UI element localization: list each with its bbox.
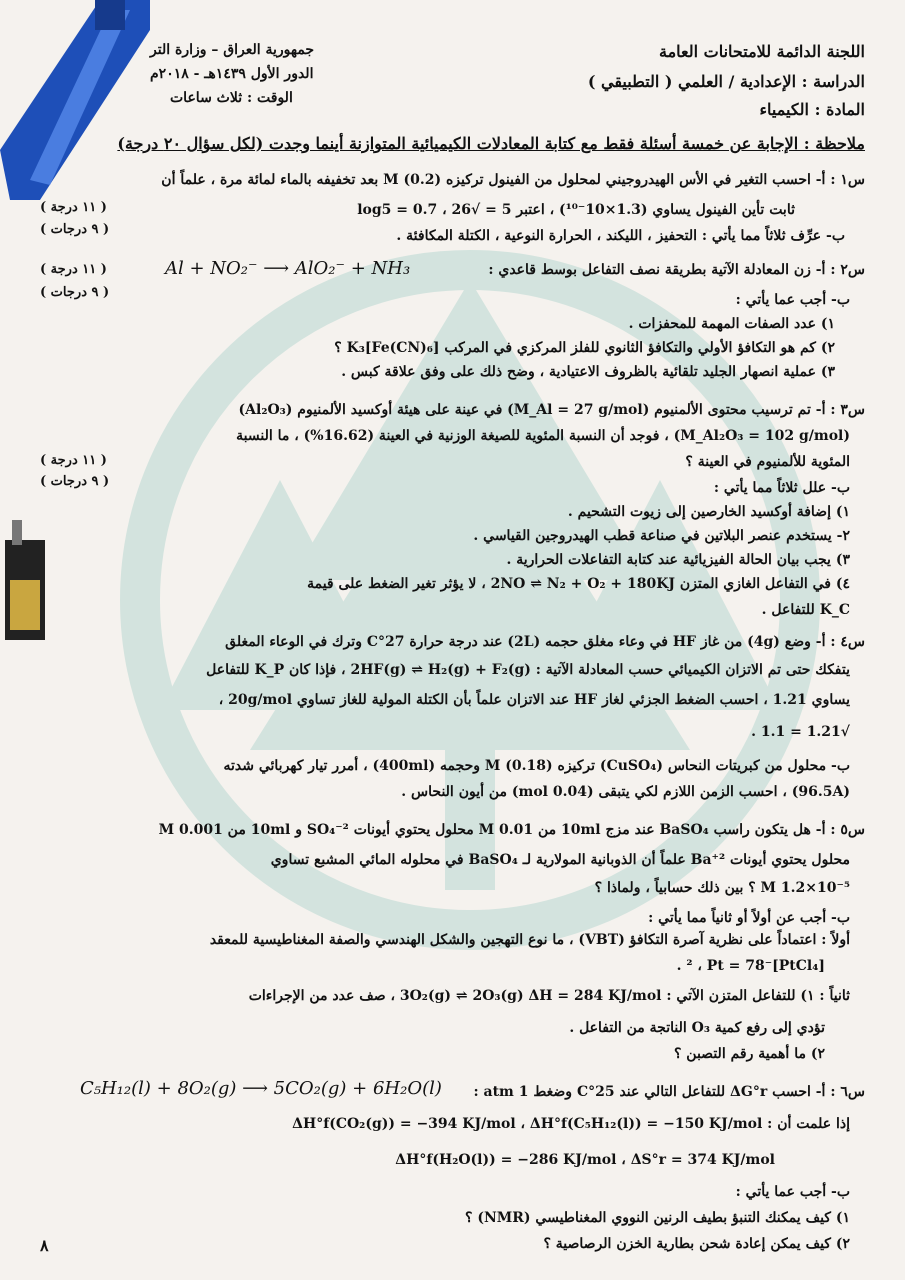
q3-item-1: ١) إضافة أوكسيد الخارصين إلى زيوت التشحيم . xyxy=(567,504,850,520)
q2-item-2: ٢) كم هو التكافؤ الأولي والتكافؤ الثانوي للفلز المركزي في المركب K₃[Fe(CN)₆] ؟ xyxy=(334,340,835,356)
q6-item-2: ٢) كيف يمكن إعادة شحن بطارية الخزن الرصاصية ؟ xyxy=(543,1236,850,1252)
q1-grade-1: ( ١١ درجة ) xyxy=(40,200,107,215)
q1-a: س١ : أ- احسب التغير في الأس الهيدروجيني لمحلول من الفينول تركيزه M (0.2) بعد تخفيفه بالماء لمائة مرة ، علماً أن xyxy=(161,172,865,188)
q5-b: ب- أجب عن أولاً أو ثانياً مما يأتي : xyxy=(648,910,850,926)
header-left-3: الوقت : ثلاث ساعات xyxy=(170,90,293,106)
q3-a: س٣ : أ- تم ترسيب محتوى الألمنيوم (M_Al = 27 g/mol) في عينة على هيئة أوكسيد الألمنيوم (Al₂O₃) xyxy=(238,402,865,418)
q3-a2: (M_Al₂O₃ = 102 g/mol) ، فوجد أن النسبة المئوية للصيغة الوزنية في العينة (16.62%) ، ما النسبة xyxy=(236,428,850,444)
q3-item-2: ٢- يستخدم عنصر البلاتين في صناعة قطب الهيدروجين القياسي . xyxy=(473,528,850,544)
q2-item-3: ٣) عملية انصهار الجليد تلقائية بالظروف الاعتيادية ، وضح ذلك على وفق علاقة كبس . xyxy=(341,364,835,380)
q3-grade-1: ( ١١ درجة ) xyxy=(40,453,107,468)
page-number: ٨ xyxy=(40,1236,49,1255)
q4-a: س٤ : أ- وضع (4g) من غاز HF في وعاء مغلق حجمه (2L) عند درجة حرارة 27°C وترك في الوعاء المغلق xyxy=(225,634,865,650)
q2-grade-2: ( ٩ درجات ) xyxy=(40,285,110,300)
q2-a: س٢ : أ- زن المعادلة الآتية بطريقة نصف التفاعل بوسط قاعدي : xyxy=(488,262,865,278)
q5-a3: M 1.2×10⁻⁵ ؟ بين ذلك حسابياً ، ولماذا ؟ xyxy=(594,880,850,896)
q2-equation: Al + NO₂⁻ ⟶ AlO₂⁻ + NH₃ xyxy=(165,258,411,279)
q5-b2c: ٢) ما أهمية رقم التصبن ؟ xyxy=(674,1046,825,1062)
q5-b2: ثانياً : ١) للتفاعل المتزن الآتي : 3O₂(g) ⇌ 2O₃(g) ΔH = 284 KJ/mol ، صف عدد من الإجراءات xyxy=(248,988,850,1004)
header-left-2: الدور الأول ١٤٣٩هـ - ٢٠١٨م xyxy=(150,66,314,82)
q3-item-4b: K_C للتفاعل . xyxy=(761,602,850,618)
q1-b: ب- عرِّف ثلاثاً مما يأتي : التحفيز ، الليكند ، الحرارة النوعية ، الكتلة المكافئة . xyxy=(396,228,845,244)
q3-item-3: ٣) يجب بيان الحالة الفيزيائية عند كتابة التفاعلات الحرارية . xyxy=(506,552,850,568)
q4-b: ب- محلول من كبريتات النحاس (CuSO₄) تركيزه M (0.18) وحجمه (400ml) ، أمرر تيار كهربائي شدته xyxy=(223,758,850,774)
header-right-3: المادة : الكيمياء xyxy=(759,100,865,119)
q2-b: ب- أجب عما يأتي : xyxy=(735,292,850,308)
q5-b1b: [PtCl₄]⁻² ، Pt = 78 . xyxy=(676,958,825,974)
q6-item-1: ١) كيف يمكنك التنبؤ بطيف الرنين النووي المغناطيسي (NMR) ؟ xyxy=(465,1210,850,1226)
q5-a2: محلول يحتوي أيونات Ba⁺² علماً أن الذوبانية المولارية لـ BaSO₄ في محلوله المائي المشبع تساوي xyxy=(270,852,850,868)
q2-item-1: ١) عدد الصفات المهمة للمحفزات . xyxy=(628,316,835,332)
q3-a3: المئوية للألمنيوم في العينة ؟ xyxy=(685,454,850,470)
q3-item-4: ٤) في التفاعل الغازي المتزن 2NO ⇌ N₂ + O₂ + 180KJ ، لا يؤثر تغير الضغط على قيمة xyxy=(307,576,850,592)
q6-a2: إذا علمت أن : ΔH°f(CO₂(g)) = −394 KJ/mol ، ΔH°f(C₅H₁₂(l)) = −150 KJ/mol xyxy=(292,1116,850,1132)
q1-grade-2: ( ٩ درجات ) xyxy=(40,222,110,237)
header-right-2: الدراسة : الإعدادية / العلمي ( التطبيقي ) xyxy=(587,72,865,91)
q5-a: س٥ : أ- هل يتكون راسب BaSO₄ عند مزج 10ml من 0.01 M محلول يحتوي أيونات SO₄⁻² و 10ml من 0.001 M xyxy=(158,822,865,838)
q4-a3: يساوي 1.21 ، احسب الضغط الجزئي لغاز HF عند الاتزان علماً بأن الكتلة المولية للغاز تساوي 20g/mol ، xyxy=(218,692,850,708)
note: ملاحظة : الإجابة عن خمسة أسئلة فقط مع كتابة المعادلات الكيميائية المتوازنة أينما وجدت (لكل سؤال ٢٠ درجة) xyxy=(117,134,865,153)
header-left-1: جمهورية العراق – وزارة التر xyxy=(150,42,315,58)
q2-grade-1: ( ١١ درجة ) xyxy=(40,262,107,277)
vial-image xyxy=(0,520,55,640)
q3-grade-2: ( ٩ درجات ) xyxy=(40,474,110,489)
q6-a: س٦ : أ- احسب ΔG°r للتفاعل التالي عند 25°C وضغط 1 atm : xyxy=(473,1084,865,1100)
q6-a3: ΔH°f(H₂O(l)) = −286 KJ/mol ، ΔS°r = 374 KJ/mol xyxy=(395,1152,775,1168)
q3-b: ب- علل ثلاثاً مما يأتي : xyxy=(713,480,850,496)
q6-equation: C₅H₁₂(l) + 8O₂(g) ⟶ 5CO₂(g) + 6H₂O(l) xyxy=(80,1078,442,1099)
header-right-1: اللجنة الدائمة للامتحانات العامة xyxy=(659,42,865,61)
q4-b2: (96.5A) ، احسب الزمن اللازم لكي يتبقى (0.04 mol) من أيون النحاس . xyxy=(401,784,850,800)
pen-image xyxy=(0,0,150,200)
q4-a2: يتفكك حتى تم الاتزان الكيميائي حسب المعادلة الآتية : 2HF(g) ⇌ H₂(g) + F₂(g) ، فإذا كان K_P للتفاعل xyxy=(206,662,850,678)
q5-b1: أولاً : اعتماداً على نظرية آصرة التكافؤ (VBT) ، ما نوع التهجين والشكل الهندسي والصفة المغناطيسية للمعقد xyxy=(209,932,850,948)
q4-a4: √1.21 = 1.1 . xyxy=(751,724,850,740)
q1-a2: ثابت تأين الفينول يساوي (1.3×10⁻¹⁰) ، اعتبر 5 = √26 ، log5 = 0.7 xyxy=(357,202,795,218)
q6-b: ب- أجب عما يأتي : xyxy=(735,1184,850,1200)
q5-b2b: تؤدي إلى رفع كمية O₃ الناتجة من التفاعل . xyxy=(569,1020,825,1036)
